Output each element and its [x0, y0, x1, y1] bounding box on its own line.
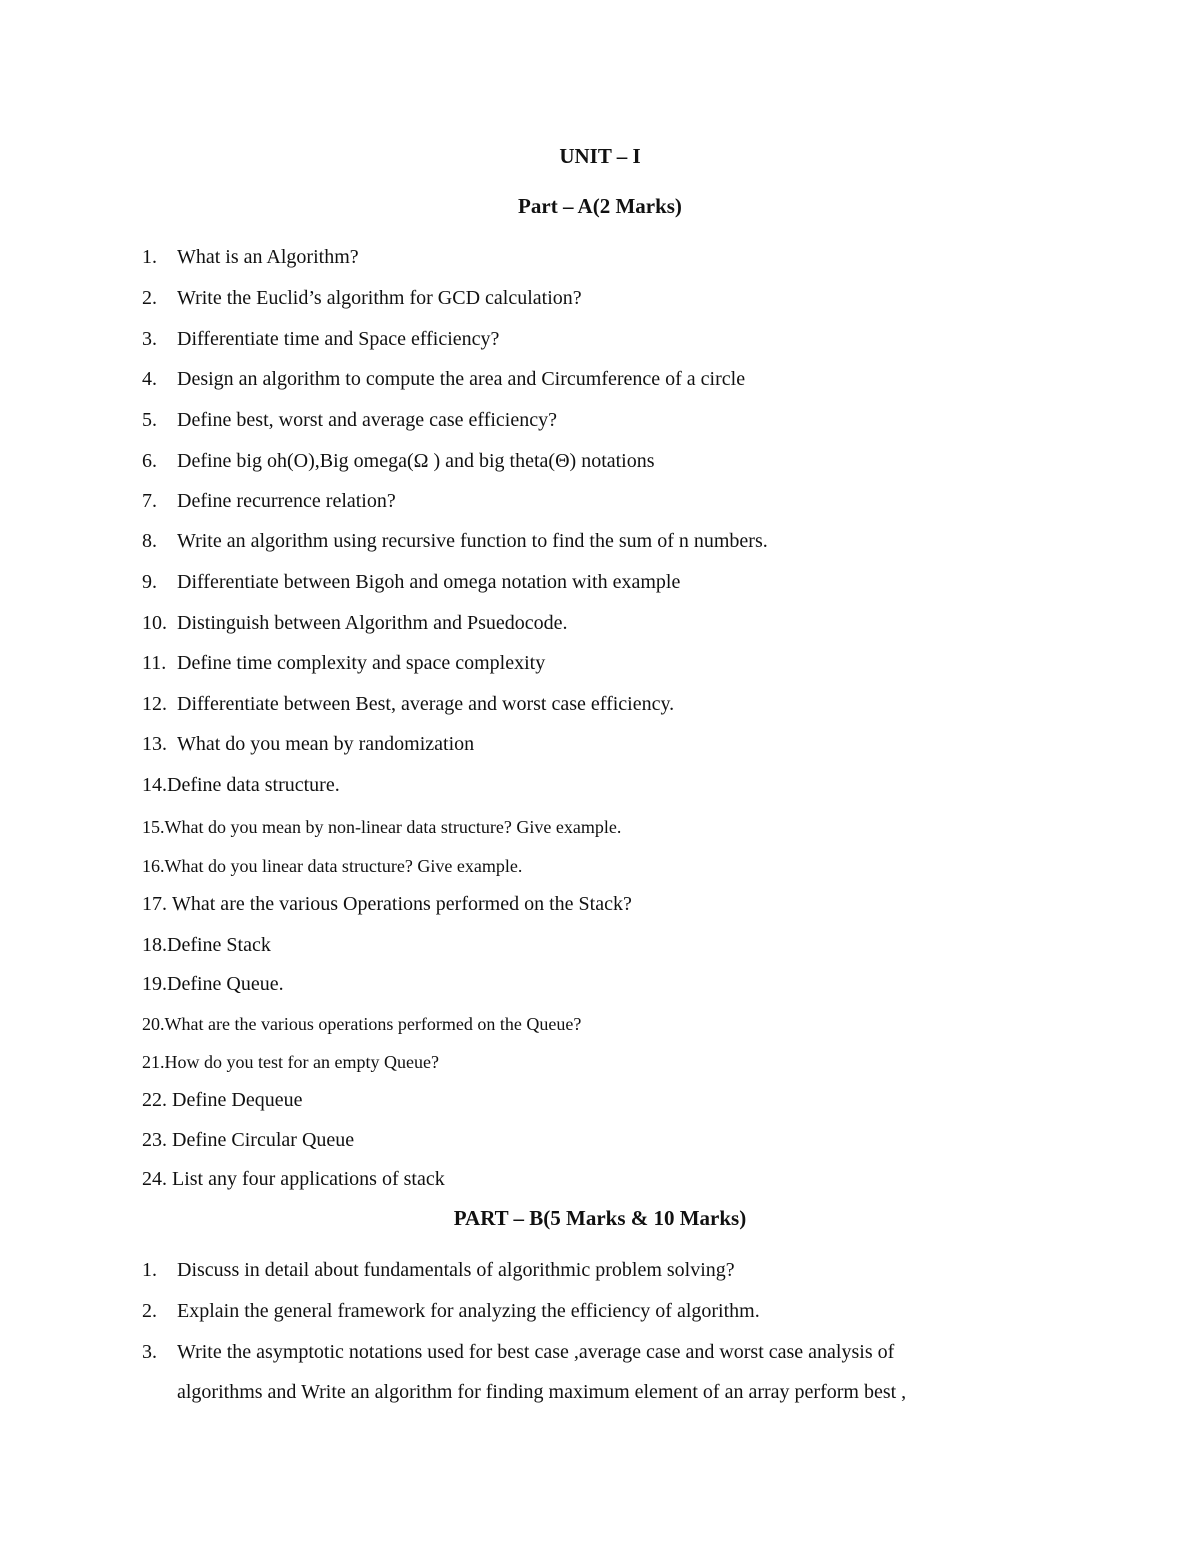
question-item: [142, 933, 271, 957]
question-text: Define best, worst and average case efficiency?: [177, 409, 557, 431]
question-text: Design an algorithm to compute the area and Circumference of a circle: [177, 368, 746, 390]
question-item: [142, 1128, 354, 1152]
question-item: [142, 570, 680, 594]
question-text: What do you linear data structure? Give example.: [164, 856, 523, 876]
question-text: Distinguish between Algorithm and Psuedocode.: [177, 612, 568, 634]
question-text: Differentiate between Best, average and worst case efficiency.: [177, 693, 675, 715]
question-number: 23.: [142, 1129, 167, 1151]
question-number: 19.: [142, 973, 167, 995]
question-number: 3.: [142, 1341, 157, 1363]
unit-title: UNIT – I: [559, 144, 641, 168]
question-number: 12.: [142, 693, 167, 715]
question-number: 8.: [142, 530, 157, 552]
part-a-title: Part – A(2 Marks): [518, 194, 682, 218]
question-continuation: algorithms and Write an algorithm for finding maximum element of an array perform best ,: [177, 1381, 907, 1403]
question-item: [142, 245, 359, 269]
question-text: Define big oh(O),Big omega(Ω ) and big theta(Θ) notations: [177, 450, 655, 472]
question-text: Define Circular Queue: [172, 1129, 355, 1151]
question-number: 3.: [142, 328, 157, 350]
question-item: [142, 1050, 439, 1074]
question-number: 10.: [142, 612, 167, 634]
question-item: [142, 529, 768, 553]
question-number: 1.: [142, 1259, 157, 1281]
question-text: What are the various Operations performed on the Stack?: [172, 893, 632, 915]
question-text: Differentiate time and Space efficiency?: [177, 328, 500, 350]
question-number: 17.: [142, 893, 167, 915]
question-number: 13.: [142, 733, 167, 755]
question-text: Define Dequeue: [172, 1089, 303, 1111]
question-item: [142, 892, 632, 916]
question-item: [142, 692, 674, 716]
question-text: List any four applications of stack: [172, 1168, 445, 1190]
question-number: 1.: [142, 246, 157, 268]
question-number: 2.: [142, 1300, 157, 1322]
question-number: 24.: [142, 1168, 167, 1190]
question-number: 18.: [142, 934, 167, 956]
question-item: [142, 1167, 445, 1191]
question-text: Write the Euclid’s algorithm for GCD calculation?: [177, 287, 582, 309]
question-item: [142, 1340, 894, 1364]
question-number: 6.: [142, 450, 157, 472]
question-item: [142, 367, 745, 391]
question-text: Define Stack: [167, 934, 271, 956]
question-number: 22.: [142, 1089, 167, 1111]
question-item: [142, 1299, 760, 1323]
question-text: Write the asymptotic notations used for best case ,average case and worst case analysis of: [177, 1341, 895, 1363]
question-item: [142, 489, 396, 513]
question-item: [142, 972, 284, 996]
question-number: 9.: [142, 571, 157, 593]
question-item: [142, 327, 499, 351]
question-text: What is an Algorithm?: [177, 246, 359, 268]
question-number: 11.: [142, 652, 167, 674]
question-text: Define data structure.: [167, 774, 340, 796]
question-number: 15.: [142, 817, 165, 837]
question-number: 2.: [142, 287, 157, 309]
question-item: [142, 449, 655, 473]
question-number: 14.: [142, 774, 167, 796]
question-item: [142, 286, 582, 310]
question-text: Write an algorithm using recursive function to find the sum of n numbers.: [177, 530, 768, 552]
question-number: 4.: [142, 368, 157, 390]
question-item: [142, 611, 568, 635]
question-text: Define time complexity and space complexity: [177, 652, 546, 674]
question-item: [142, 1012, 581, 1036]
question-item: [142, 1088, 303, 1112]
question-text: Explain the general framework for analyzing the efficiency of algorithm.: [177, 1300, 760, 1322]
question-item: [142, 854, 522, 878]
part-b-title: PART – B(5 Marks & 10 Marks): [453, 1206, 747, 1230]
question-text: Define Queue.: [167, 973, 284, 995]
question-item: [142, 651, 545, 675]
question-item: [142, 773, 340, 797]
question-item: [142, 408, 557, 432]
question-text: What do you mean by non-linear data structure? Give example.: [164, 817, 622, 837]
question-text: What do you mean by randomization: [177, 733, 475, 755]
question-number: 5.: [142, 409, 157, 431]
question-text: Discuss in detail about fundamentals of algorithmic problem solving?: [177, 1259, 735, 1281]
question-number: 21.: [142, 1052, 165, 1072]
question-number: 20.: [142, 1014, 165, 1034]
question-number: 7.: [142, 490, 157, 512]
question-text: Define recurrence relation?: [177, 490, 396, 512]
question-item: [142, 732, 474, 756]
question-text: Differentiate between Bigoh and omega notation with example: [177, 571, 681, 593]
question-text: How do you test for an empty Queue?: [164, 1052, 439, 1072]
question-item: [142, 1258, 735, 1282]
question-text: What are the various operations performed on the Queue?: [164, 1014, 582, 1034]
question-number: 16.: [142, 856, 165, 876]
question-item: [142, 815, 621, 839]
